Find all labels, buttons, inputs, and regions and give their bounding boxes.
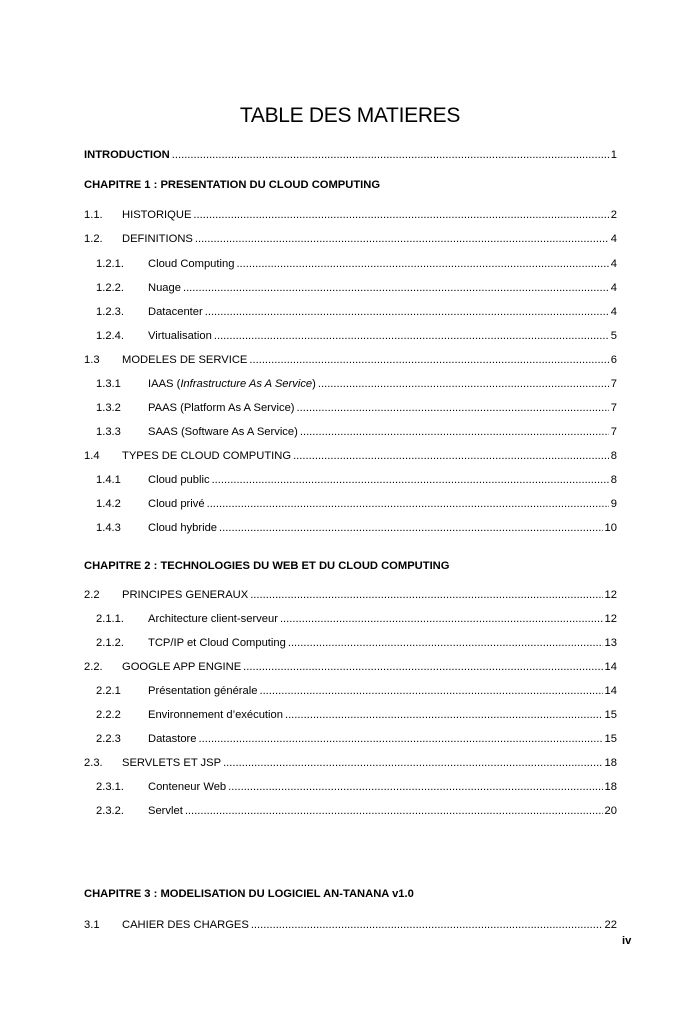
toc-entry-page: 9 bbox=[610, 498, 617, 510]
toc-entry-number: 2.1.1. bbox=[96, 613, 124, 625]
toc-entry-label: SAAS (Software As A Service) bbox=[148, 426, 298, 438]
leader-dots bbox=[251, 917, 603, 933]
leader-dots bbox=[318, 376, 609, 392]
toc-entry-number: 2.3. bbox=[84, 757, 103, 769]
toc-entry[interactable] bbox=[96, 304, 617, 320]
toc-entry[interactable] bbox=[96, 707, 617, 723]
toc-entry-number: 2.2.1 bbox=[96, 685, 121, 697]
page-number: iv bbox=[622, 935, 632, 947]
toc-entry-number: 2.2. bbox=[84, 661, 103, 673]
toc-entry-label: HISTORIQUE bbox=[122, 209, 192, 221]
toc-entry-page: 14 bbox=[604, 685, 617, 697]
toc-entry-page: 4 bbox=[610, 306, 617, 318]
leader-dots bbox=[228, 779, 602, 795]
toc-entry[interactable] bbox=[96, 731, 617, 747]
toc-entry[interactable] bbox=[96, 472, 617, 488]
toc-entry-page: 20 bbox=[604, 805, 617, 817]
leader-dots bbox=[172, 147, 609, 163]
toc-entry-page: 1 bbox=[610, 149, 617, 161]
toc-entry-page: 8 bbox=[610, 450, 617, 462]
toc-entry-label: Virtualisation bbox=[148, 330, 212, 342]
toc-entry[interactable] bbox=[84, 352, 617, 368]
leader-dots bbox=[223, 755, 602, 771]
toc-entry-label: Conteneur Web bbox=[148, 781, 227, 793]
toc-entry-number: 1.4.2 bbox=[96, 498, 121, 510]
toc-entry[interactable] bbox=[96, 280, 617, 296]
toc-entry-page: 4 bbox=[610, 233, 617, 245]
toc-entry-page: 8 bbox=[610, 474, 617, 486]
leader-dots bbox=[236, 256, 608, 272]
toc-entry-page: 13 bbox=[604, 637, 617, 649]
leader-dots bbox=[285, 707, 603, 723]
toc-entry-label: INTRODUCTION bbox=[84, 149, 170, 161]
toc-entry-number: 1.2.1. bbox=[96, 258, 124, 270]
toc-entry-label: Cloud Computing bbox=[148, 258, 235, 270]
toc-entry-page: 7 bbox=[610, 426, 617, 438]
leader-dots bbox=[183, 280, 609, 296]
leader-dots bbox=[293, 448, 609, 464]
toc-entry-number: 1.3.1 bbox=[96, 378, 121, 390]
leader-dots bbox=[207, 496, 609, 512]
leader-dots bbox=[199, 731, 603, 747]
toc-entry-number: 1.4.3 bbox=[96, 522, 121, 534]
toc-entry-page: 7 bbox=[610, 378, 617, 390]
toc-entry-number: 2.2.2 bbox=[96, 709, 121, 721]
toc-entry-label: Cloud public bbox=[148, 474, 210, 486]
chapter-heading-2: CHAPITRE 2 : TECHNOLOGIES DU WEB ET DU CLOUD COMPUTING bbox=[84, 560, 450, 572]
chapter-heading-3: CHAPITRE 3 : MODELISATION DU LOGICIEL AN-TANANA v1.0 bbox=[84, 888, 414, 900]
toc-entry[interactable] bbox=[96, 779, 617, 795]
toc-entry-page: 4 bbox=[610, 258, 617, 270]
toc-entry-page: 18 bbox=[604, 781, 617, 793]
toc-entry-number: 1.4 bbox=[84, 450, 100, 462]
leader-dots bbox=[214, 328, 609, 344]
toc-entry-label: Environnement d’exécution bbox=[148, 709, 283, 721]
toc-entry[interactable] bbox=[96, 376, 617, 392]
toc-entry-number: 2.3.1. bbox=[96, 781, 124, 793]
toc-entry-page: 2 bbox=[610, 209, 617, 221]
leader-dots bbox=[219, 520, 603, 536]
toc-entry[interactable] bbox=[84, 587, 617, 603]
toc-entry-label: IAAS (Infrastructure As A Service) bbox=[148, 378, 316, 390]
toc-entry-number: 1.2.3. bbox=[96, 306, 124, 318]
toc-entry-number: 1.4.1 bbox=[96, 474, 121, 486]
toc-entry-label: Cloud hybride bbox=[148, 522, 218, 534]
leader-dots bbox=[280, 611, 603, 627]
toc-title: TABLE DES MATIERES bbox=[239, 104, 461, 127]
leader-dots bbox=[300, 424, 609, 440]
toc-entry-page: 10 bbox=[604, 522, 617, 534]
toc-entry-label: Servlet bbox=[148, 805, 183, 817]
toc-entry-label: PRINCIPES GENERAUX bbox=[122, 589, 249, 601]
toc-entry-number: 1.1. bbox=[84, 209, 103, 221]
leader-dots bbox=[212, 472, 609, 488]
toc-entry[interactable] bbox=[96, 683, 617, 699]
toc-entry-number: 1.3 bbox=[84, 354, 100, 366]
toc-entry[interactable] bbox=[96, 520, 617, 536]
toc-entry-label: Cloud privé bbox=[148, 498, 205, 510]
leader-dots bbox=[288, 635, 603, 651]
leader-dots bbox=[193, 207, 608, 223]
toc-entry[interactable] bbox=[84, 207, 617, 223]
toc-entry[interactable] bbox=[96, 635, 617, 651]
toc-entry-page: 15 bbox=[604, 733, 617, 745]
toc-entry[interactable] bbox=[96, 400, 617, 416]
toc-entry-number: 1.2. bbox=[84, 233, 103, 245]
toc-entry-page: 22 bbox=[604, 919, 617, 931]
leader-dots bbox=[249, 352, 608, 368]
chapter-heading-1: CHAPITRE 1 : PRESENTATION DU CLOUD COMPUTING bbox=[84, 179, 381, 191]
toc-entry[interactable] bbox=[96, 611, 617, 627]
toc-entry[interactable] bbox=[96, 803, 617, 819]
toc-entry-number: 2.2 bbox=[84, 589, 100, 601]
toc-entry-page: 6 bbox=[610, 354, 617, 366]
toc-entry-label: TYPES DE CLOUD COMPUTING bbox=[122, 450, 292, 462]
toc-entry-label: GOOGLE APP ENGINE bbox=[122, 661, 242, 673]
toc-entry[interactable] bbox=[96, 424, 617, 440]
toc-entry-label: Nuage bbox=[148, 282, 181, 294]
toc-entry-page: 14 bbox=[604, 661, 617, 673]
toc-entry-page: 12 bbox=[604, 613, 617, 625]
toc-entry-label: Datacenter bbox=[148, 306, 203, 318]
leader-dots bbox=[185, 803, 603, 819]
leader-dots bbox=[195, 231, 609, 247]
toc-entry-label: CAHIER DES CHARGES bbox=[122, 919, 249, 931]
toc-entry-label: TCP/IP et Cloud Computing bbox=[148, 637, 286, 649]
toc-entry-label: SERVLETS ET JSP bbox=[122, 757, 222, 769]
leader-dots bbox=[250, 587, 602, 603]
toc-entry-page: 5 bbox=[610, 330, 617, 342]
toc-entry-page: 12 bbox=[604, 589, 617, 601]
toc-entry[interactable] bbox=[84, 448, 617, 464]
toc-entry-page: 7 bbox=[610, 402, 617, 414]
toc-entry-number: 2.2.3 bbox=[96, 733, 121, 745]
toc-entry[interactable] bbox=[96, 328, 617, 344]
toc-entry[interactable] bbox=[84, 755, 617, 771]
leader-dots bbox=[243, 659, 602, 675]
toc-entry-number: 3.1 bbox=[84, 919, 100, 931]
toc-entry-label: MODELES DE SERVICE bbox=[122, 354, 248, 366]
toc-entry-label: Présentation générale bbox=[148, 685, 258, 697]
toc-entry-number: 1.3.3 bbox=[96, 426, 121, 438]
toc-entry-label: DEFINITIONS bbox=[122, 233, 193, 245]
toc-entry[interactable] bbox=[96, 496, 617, 512]
toc-entry-number: 1.2.2. bbox=[96, 282, 124, 294]
toc-entry[interactable] bbox=[84, 231, 617, 247]
toc-entry-label: Datastore bbox=[148, 733, 197, 745]
toc-entry-number: 1.2.4. bbox=[96, 330, 124, 342]
toc-entry-number: 2.1.2. bbox=[96, 637, 124, 649]
leader-dots bbox=[205, 304, 609, 320]
toc-entry-page: 15 bbox=[604, 709, 617, 721]
toc-entry-page: 4 bbox=[610, 282, 617, 294]
toc-entry-label: Architecture client-serveur bbox=[148, 613, 278, 625]
leader-dots bbox=[259, 683, 602, 699]
toc-entry-number: 1.3.2 bbox=[96, 402, 121, 414]
toc-entry[interactable] bbox=[96, 256, 617, 272]
leader-dots bbox=[297, 400, 609, 416]
toc-entry-number: 2.3.2. bbox=[96, 805, 124, 817]
toc-entry-page: 18 bbox=[604, 757, 617, 769]
toc-entry-label: PAAS (Platform As A Service) bbox=[148, 402, 295, 414]
toc-entry[interactable] bbox=[84, 659, 617, 675]
toc-entry[interactable] bbox=[84, 917, 617, 933]
toc-entry-introduction[interactable] bbox=[84, 147, 617, 163]
